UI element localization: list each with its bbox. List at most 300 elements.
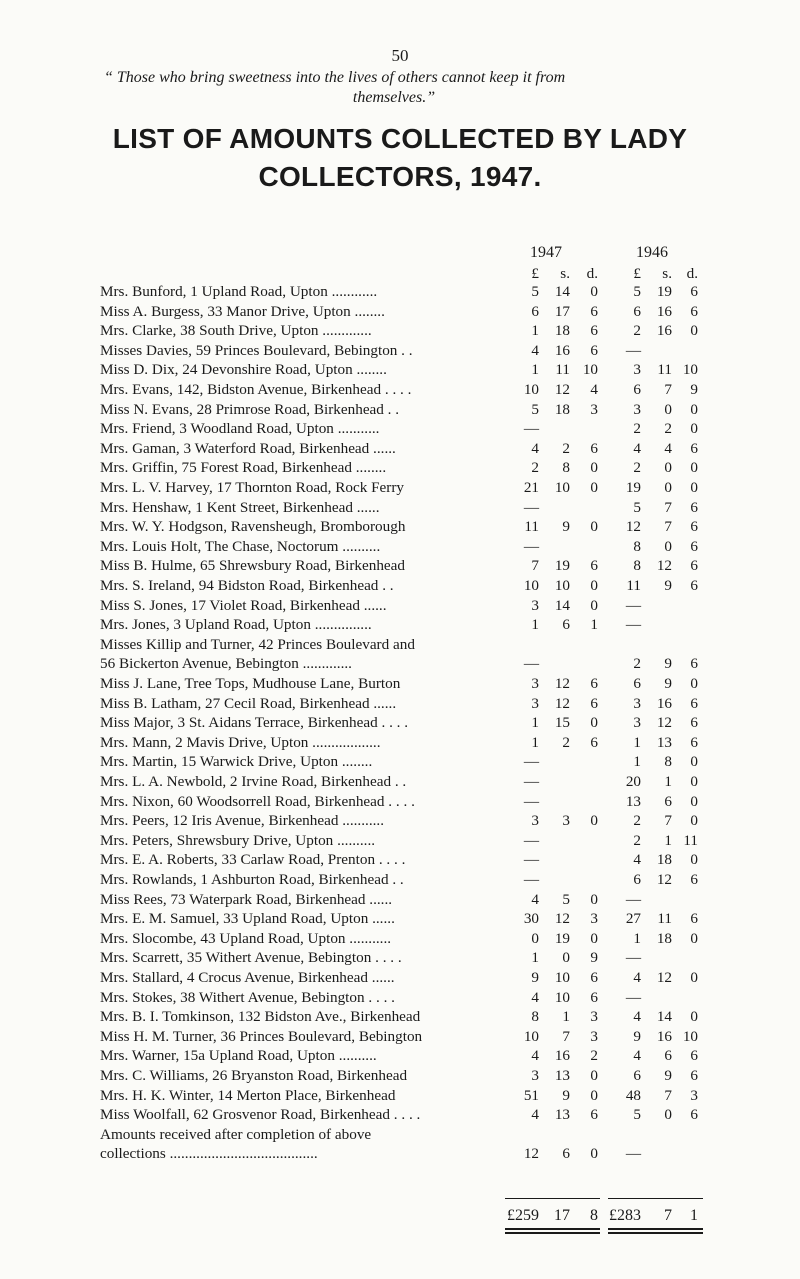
amount-pence-1947: 0 bbox=[590, 1145, 598, 1163]
collector-name-address: Mrs. Mann, 2 Mavis Drive, Upton .................. bbox=[100, 733, 381, 751]
amount-pence-1947: 0 bbox=[590, 577, 598, 594]
table-row bbox=[100, 615, 740, 634]
page-title bbox=[0, 120, 800, 196]
amount-pounds-1947: 9 bbox=[531, 969, 539, 986]
amount-shillings-1946: 1 bbox=[664, 831, 672, 849]
amount-pounds-1946: 5 bbox=[633, 1106, 641, 1124]
amount-pounds-1946: 9 bbox=[633, 1027, 641, 1045]
collector-name-address: Mrs. Friend, 3 Woodland Road, Upton ........... bbox=[100, 420, 380, 438]
amount-pence-1946: 11 bbox=[683, 831, 698, 849]
amount-pounds-1947: 4 bbox=[531, 1047, 539, 1065]
amount-pounds-1946: 2 bbox=[633, 812, 641, 830]
amount-pounds-1947: — bbox=[523, 851, 539, 869]
amount-pence-1946: 6 bbox=[690, 871, 698, 888]
amount-pounds-1947: 3 bbox=[531, 1067, 539, 1084]
amount-shillings-1947: 16 bbox=[554, 1047, 570, 1065]
collector-name-address: Mrs. Evans, 142, Bidston Avenue, Birkenhead . . . . bbox=[100, 381, 412, 398]
amount-shillings-1946: 13 bbox=[656, 733, 672, 751]
table-row bbox=[100, 1027, 740, 1046]
collector-name-address: Mrs. L. V. Harvey, 17 Thornton Road, Rock Ferry bbox=[100, 479, 404, 496]
amount-shillings-1946: 4 bbox=[664, 439, 672, 457]
table-row bbox=[100, 537, 740, 556]
amount-pence-1947: 0 bbox=[590, 1086, 598, 1104]
header-shillings-1946: s. bbox=[662, 265, 672, 282]
header-pounds-1946: £ bbox=[633, 265, 641, 282]
amount-pounds-1946: 48 bbox=[625, 1086, 641, 1104]
table-row bbox=[100, 1066, 740, 1085]
table-row bbox=[100, 752, 740, 771]
amount-pounds-1946: 6 bbox=[633, 675, 641, 692]
collector-name-address: Miss B. Hulme, 65 Shrewsbury Road, Birkenhead bbox=[100, 557, 405, 575]
amount-pounds-1946: — bbox=[625, 596, 641, 614]
amount-shillings-1946: 18 bbox=[656, 929, 672, 947]
amount-pence-1946: 0 bbox=[690, 969, 698, 986]
collector-name-address: Mrs. B. I. Tomkinson, 132 Bidston Ave., Birkenhead bbox=[100, 1008, 421, 1026]
amount-pence-1946: 0 bbox=[690, 773, 698, 790]
amount-shillings-1946: 12 bbox=[656, 557, 672, 575]
amount-pounds-1947: 51 bbox=[523, 1086, 539, 1104]
table-row bbox=[100, 439, 740, 458]
table-row bbox=[100, 968, 740, 987]
amount-shillings-1947: 19 bbox=[554, 557, 570, 575]
collector-name-address: Mrs. W. Y. Hodgson, Ravensheugh, Bromborough bbox=[100, 518, 406, 536]
table-row bbox=[100, 1144, 740, 1163]
amount-pence-1946: 6 bbox=[690, 1067, 698, 1084]
amount-shillings-1947: 12 bbox=[554, 910, 570, 928]
amount-pence-1946: 0 bbox=[690, 753, 698, 771]
amount-pounds-1947: 4 bbox=[531, 341, 539, 359]
amount-pounds-1947: — bbox=[523, 753, 539, 771]
total-rule-1946-b bbox=[608, 1232, 703, 1234]
table-row bbox=[100, 341, 740, 360]
table-row bbox=[100, 1046, 740, 1065]
total-rule-1947-b bbox=[505, 1232, 600, 1234]
table-row bbox=[100, 478, 740, 497]
amount-shillings-1947: 19 bbox=[554, 929, 570, 947]
amount-pence-1946: 0 bbox=[690, 675, 698, 692]
amount-pounds-1947: 10 bbox=[523, 577, 539, 594]
amount-shillings-1946: 9 bbox=[664, 577, 672, 594]
collector-name-address: Miss Woolfall, 62 Grosvenor Road, Birkenhead . . . . bbox=[100, 1106, 421, 1124]
amount-pence-1946: 0 bbox=[690, 792, 698, 810]
amount-pounds-1946: 4 bbox=[633, 1047, 641, 1065]
collector-name-address: Miss Major, 3 St. Aidans Terrace, Birkenhead . . . . bbox=[100, 714, 409, 732]
subtotal-rule-1947 bbox=[505, 1198, 600, 1199]
collector-name-address: Mrs. Rowlands, 1 Ashburton Road, Birkenhead . . bbox=[100, 871, 404, 888]
amount-pounds-1947: 1 bbox=[531, 616, 539, 634]
amount-shillings-1947: 12 bbox=[554, 381, 570, 398]
amount-shillings-1947: 15 bbox=[554, 714, 570, 732]
amount-pounds-1946: 4 bbox=[633, 1008, 641, 1026]
amount-pence-1946: 10 bbox=[682, 361, 698, 379]
amount-pence-1947: 6 bbox=[590, 733, 598, 751]
amount-shillings-1946: 18 bbox=[656, 851, 672, 869]
amount-pence-1946: 0 bbox=[690, 420, 698, 438]
table-row bbox=[100, 988, 740, 1007]
header-pounds-1947: £ bbox=[531, 265, 539, 282]
amount-pounds-1947: 21 bbox=[523, 479, 539, 496]
amount-shillings-1946: 14 bbox=[656, 1008, 672, 1026]
amount-pence-1947: 0 bbox=[590, 714, 598, 732]
table-row bbox=[100, 635, 740, 654]
total-pence-1947: 8 bbox=[590, 1207, 598, 1224]
collector-name-address: Miss A. Burgess, 33 Manor Drive, Upton ........ bbox=[100, 302, 385, 320]
amount-shillings-1947: 16 bbox=[554, 341, 570, 359]
amount-pence-1947: 0 bbox=[590, 518, 598, 536]
amount-shillings-1947: 18 bbox=[554, 322, 570, 340]
table-row bbox=[100, 576, 740, 595]
amount-pounds-1947: — bbox=[523, 773, 539, 790]
amount-shillings-1946: 11 bbox=[657, 361, 672, 379]
amount-shillings-1946: 16 bbox=[656, 322, 672, 340]
collector-name-address: Mrs. Clarke, 38 South Drive, Upton ............. bbox=[100, 322, 372, 340]
table-row bbox=[100, 948, 740, 967]
collector-name-address: Miss N. Evans, 28 Primrose Road, Birkenhead . . bbox=[100, 400, 400, 418]
amount-shillings-1947: 17 bbox=[554, 302, 570, 320]
amount-pence-1946: 9 bbox=[690, 381, 698, 398]
collector-name-address: Mrs. C. Williams, 26 Bryanston Road, Birkenhead bbox=[100, 1067, 408, 1084]
amount-shillings-1946: 16 bbox=[656, 694, 672, 712]
collector-name-address: Mrs. Peters, Shrewsbury Drive, Upton .......... bbox=[100, 831, 376, 849]
amount-shillings-1947: 7 bbox=[562, 1027, 570, 1045]
amount-shillings-1947: 10 bbox=[554, 969, 570, 986]
collector-name-address: Misses Killip and Turner, 42 Princes Boulevard and bbox=[100, 635, 415, 653]
amount-shillings-1947: 9 bbox=[562, 518, 570, 536]
amount-pence-1946: 6 bbox=[690, 518, 698, 536]
amount-pounds-1947: — bbox=[523, 831, 539, 849]
header-pence-1946: d. bbox=[686, 265, 698, 282]
amount-pounds-1947: — bbox=[523, 537, 539, 555]
amount-pence-1947: 0 bbox=[590, 812, 598, 830]
table-row bbox=[100, 1125, 740, 1144]
amount-pence-1947: 6 bbox=[590, 1106, 598, 1124]
amount-pounds-1946: 2 bbox=[633, 420, 641, 438]
amount-pence-1947: 3 bbox=[590, 1027, 598, 1045]
amount-pounds-1946: 3 bbox=[633, 361, 641, 379]
collector-name-address: Mrs. Jones, 3 Upland Road, Upton ............... bbox=[100, 616, 372, 634]
amount-pence-1947: 6 bbox=[590, 341, 598, 359]
table-row bbox=[100, 654, 740, 673]
table-row bbox=[100, 909, 740, 928]
amount-pounds-1946: 1 bbox=[633, 753, 641, 771]
amount-shillings-1947: 10 bbox=[554, 577, 570, 594]
total-shillings-1946: 7 bbox=[664, 1207, 672, 1224]
amount-shillings-1947: 13 bbox=[554, 1106, 570, 1124]
amount-pence-1947: 9 bbox=[590, 949, 598, 967]
amount-pence-1946: 6 bbox=[690, 655, 698, 673]
amount-pence-1947: 0 bbox=[590, 929, 598, 947]
amount-pence-1947: 6 bbox=[590, 322, 598, 340]
amount-pounds-1946: — bbox=[625, 341, 641, 359]
column-units-header bbox=[100, 264, 740, 283]
total-pence-1946: 1 bbox=[690, 1207, 698, 1224]
amount-shillings-1947: 6 bbox=[562, 1145, 570, 1163]
amount-shillings-1946: 0 bbox=[664, 479, 672, 496]
collector-name-address: Mrs. E. A. Roberts, 33 Carlaw Road, Prenton . . . . bbox=[100, 851, 406, 869]
amount-pence-1946: 3 bbox=[690, 1086, 698, 1104]
amount-shillings-1946: 7 bbox=[664, 381, 672, 398]
totals-row bbox=[100, 1206, 740, 1225]
collector-name-address: Miss B. Latham, 27 Cecil Road, Birkenhead ...... bbox=[100, 694, 397, 712]
amount-shillings-1947: 12 bbox=[554, 675, 570, 692]
amount-pence-1946: 6 bbox=[690, 714, 698, 732]
amount-pence-1946: 0 bbox=[690, 851, 698, 869]
table-row bbox=[100, 380, 740, 399]
total-rule-1946-a bbox=[608, 1228, 703, 1230]
collector-name-address: Mrs. E. M. Samuel, 33 Upland Road, Upton ...... bbox=[100, 910, 395, 928]
amount-shillings-1946: 12 bbox=[656, 969, 672, 986]
amount-pounds-1947: 1 bbox=[531, 949, 539, 967]
collector-name-address: Mrs. Warner, 15a Upland Road, Upton .......... bbox=[100, 1047, 377, 1065]
amount-pounds-1946: 13 bbox=[625, 792, 641, 810]
amount-shillings-1947: 6 bbox=[562, 616, 570, 634]
amount-pounds-1946: 1 bbox=[633, 929, 641, 947]
table-row bbox=[100, 498, 740, 517]
amount-pence-1947: 6 bbox=[590, 694, 598, 712]
amount-shillings-1946: 0 bbox=[664, 400, 672, 418]
amount-pence-1947: 6 bbox=[590, 675, 598, 692]
amount-pounds-1947: 10 bbox=[523, 381, 539, 398]
amount-shillings-1946: 0 bbox=[664, 459, 672, 477]
amount-pence-1947: 0 bbox=[590, 890, 598, 908]
amount-pounds-1947: 2 bbox=[531, 459, 539, 477]
table-row bbox=[100, 1007, 740, 1026]
amount-pounds-1947: — bbox=[523, 498, 539, 516]
amount-pounds-1946: 4 bbox=[633, 969, 641, 986]
amount-pounds-1947: 8 bbox=[531, 1008, 539, 1026]
amount-pence-1946: 6 bbox=[690, 537, 698, 555]
table-row bbox=[100, 890, 740, 909]
amount-shillings-1947: 2 bbox=[562, 733, 570, 751]
amount-shillings-1946: 7 bbox=[664, 812, 672, 830]
amount-pounds-1947: 6 bbox=[531, 302, 539, 320]
table-row bbox=[100, 713, 740, 732]
amount-pounds-1947: 4 bbox=[531, 890, 539, 908]
amount-pence-1946: 6 bbox=[690, 439, 698, 457]
header-year-1947: 1947 bbox=[530, 244, 562, 261]
amount-shillings-1946: 16 bbox=[656, 1027, 672, 1045]
total-pounds-1946: £283 bbox=[609, 1207, 641, 1224]
table-row bbox=[100, 458, 740, 477]
amount-shillings-1947: 12 bbox=[554, 694, 570, 712]
amount-shillings-1946: 6 bbox=[664, 792, 672, 810]
title-line-2: COLLECTORS, 1947. bbox=[258, 161, 542, 192]
amount-pounds-1947: — bbox=[523, 871, 539, 888]
amount-pence-1947: 0 bbox=[590, 479, 598, 496]
table-row bbox=[100, 831, 740, 850]
amount-pence-1947: 0 bbox=[590, 283, 598, 300]
collector-name-address: Mrs. Henshaw, 1 Kent Street, Birkenhead ...... bbox=[100, 498, 380, 516]
table-row bbox=[100, 772, 740, 791]
amount-pounds-1947: — bbox=[523, 792, 539, 810]
amount-pence-1946: 0 bbox=[690, 322, 698, 340]
collector-name-address: Mrs. Louis Holt, The Chase, Noctorum .......... bbox=[100, 537, 381, 555]
amount-pounds-1946: — bbox=[625, 890, 641, 908]
amount-pounds-1946: 2 bbox=[633, 459, 641, 477]
amount-pounds-1947: 1 bbox=[531, 361, 539, 379]
amount-pounds-1946: 2 bbox=[633, 322, 641, 340]
table-row bbox=[100, 596, 740, 615]
amount-pounds-1947: 30 bbox=[523, 910, 539, 928]
amount-shillings-1947: 8 bbox=[562, 459, 570, 477]
table-row bbox=[100, 400, 740, 419]
amount-shillings-1946: 12 bbox=[656, 714, 672, 732]
table-row bbox=[100, 674, 740, 693]
collector-name-address: Miss H. M. Turner, 36 Princes Boulevard, Bebington bbox=[100, 1027, 423, 1045]
collector-name-address: Miss Rees, 73 Waterpark Road, Birkenhead ...... bbox=[100, 890, 393, 908]
amount-pounds-1946: 3 bbox=[633, 694, 641, 712]
amount-pounds-1947: 7 bbox=[531, 557, 539, 575]
collector-name-address: Mrs. Scarrett, 35 Withert Avenue, Bebington . . . . bbox=[100, 949, 402, 967]
collector-name-address: Mrs. Stokes, 38 Withert Avenue, Bebington . . . . bbox=[100, 988, 395, 1006]
collector-name-address: Mrs. Peers, 12 Iris Avenue, Birkenhead ........... bbox=[100, 812, 385, 830]
header-year-1946: 1946 bbox=[636, 244, 668, 261]
amount-pounds-1947: 4 bbox=[531, 988, 539, 1006]
collector-name-address: Mrs. Stallard, 4 Crocus Avenue, Birkenhead ...... bbox=[100, 969, 395, 986]
table-row bbox=[100, 792, 740, 811]
amount-shillings-1946: 2 bbox=[664, 420, 672, 438]
collector-name-address: Mrs. S. Ireland, 94 Bidston Road, Birkenhead . . bbox=[100, 577, 394, 594]
table-row bbox=[100, 929, 740, 948]
amount-pounds-1946: — bbox=[625, 1145, 641, 1163]
amount-pence-1946: 6 bbox=[690, 1047, 698, 1065]
quote-line-1: “ Those who bring sweetness into the lives of others cannot keep it from bbox=[104, 69, 566, 86]
amount-pounds-1946: 27 bbox=[625, 910, 641, 928]
collector-name-address: Misses Davies, 59 Princes Boulevard, Bebington . . bbox=[100, 341, 413, 359]
amount-shillings-1947: 9 bbox=[562, 1086, 570, 1104]
table-row bbox=[100, 517, 740, 536]
amount-pence-1946: 0 bbox=[690, 1008, 698, 1026]
amount-pence-1946: 10 bbox=[682, 1027, 698, 1045]
amount-shillings-1946: 9 bbox=[664, 1067, 672, 1084]
amount-pounds-1947: 1 bbox=[531, 733, 539, 751]
amount-pounds-1947: 5 bbox=[531, 400, 539, 418]
collector-name-address: Mrs. L. A. Newbold, 2 Irvine Road, Birkenhead . . bbox=[100, 773, 407, 790]
amount-pence-1947: 2 bbox=[590, 1047, 598, 1065]
collector-name-address: Mrs. Bunford, 1 Upland Road, Upton ............ bbox=[100, 283, 378, 300]
amount-shillings-1947: 0 bbox=[562, 949, 570, 967]
table-row bbox=[100, 419, 740, 438]
amount-pounds-1946: — bbox=[625, 616, 641, 634]
table-row bbox=[100, 282, 740, 301]
amount-shillings-1947: 10 bbox=[554, 988, 570, 1006]
amount-shillings-1947: 3 bbox=[562, 812, 570, 830]
amount-pounds-1947: — bbox=[523, 420, 539, 438]
amount-pounds-1947: 3 bbox=[531, 694, 539, 712]
collector-name-address: Mrs. Martin, 15 Warwick Drive, Upton ........ bbox=[100, 753, 373, 771]
amount-shillings-1946: 16 bbox=[656, 302, 672, 320]
amount-shillings-1946: 7 bbox=[664, 1086, 672, 1104]
amount-pence-1946: 6 bbox=[690, 498, 698, 516]
collector-name-address: Mrs. H. K. Winter, 14 Merton Place, Birkenhead bbox=[100, 1086, 396, 1104]
collector-name-address: Mrs. Gaman, 3 Waterford Road, Birkenhead ...... bbox=[100, 439, 396, 457]
amount-pounds-1946: 5 bbox=[633, 498, 641, 516]
amount-pence-1946: 6 bbox=[690, 577, 698, 594]
amount-pounds-1947: 4 bbox=[531, 439, 539, 457]
amount-pounds-1947: 0 bbox=[531, 929, 539, 947]
amount-pence-1947: 6 bbox=[590, 302, 598, 320]
table-row bbox=[100, 321, 740, 340]
table-row bbox=[100, 1105, 740, 1124]
amount-pence-1947: 10 bbox=[582, 361, 598, 379]
amount-pence-1947: 6 bbox=[590, 969, 598, 986]
collector-name-address: Amounts received after completion of above bbox=[100, 1125, 372, 1143]
amount-pounds-1946: 8 bbox=[633, 537, 641, 555]
amount-pounds-1947: 11 bbox=[524, 518, 539, 536]
collector-name-address: Mrs. Griffin, 75 Forest Road, Birkenhead ........ bbox=[100, 459, 387, 477]
amount-pence-1947: 1 bbox=[590, 616, 598, 634]
amount-pence-1947: 6 bbox=[590, 439, 598, 457]
total-pounds-1947: £259 bbox=[507, 1207, 539, 1224]
collector-name-address: collections ....................................... bbox=[100, 1145, 318, 1163]
amount-shillings-1947: 14 bbox=[554, 596, 570, 614]
amount-pounds-1946: 6 bbox=[633, 381, 641, 398]
amount-shillings-1946: 8 bbox=[664, 753, 672, 771]
collector-name-address: Miss S. Jones, 17 Violet Road, Birkenhead ...... bbox=[100, 596, 387, 614]
table-row bbox=[100, 694, 740, 713]
amount-pounds-1947: 1 bbox=[531, 714, 539, 732]
amount-pence-1947: 0 bbox=[590, 596, 598, 614]
amount-pounds-1947: 1 bbox=[531, 322, 539, 340]
amount-shillings-1946: 1 bbox=[664, 773, 672, 790]
amount-shillings-1946: 12 bbox=[656, 871, 672, 888]
amount-shillings-1946: 9 bbox=[664, 675, 672, 692]
amount-pence-1947: 3 bbox=[590, 1008, 598, 1026]
amount-shillings-1946: 7 bbox=[664, 498, 672, 516]
amount-pounds-1946: 2 bbox=[633, 831, 641, 849]
table-row bbox=[100, 811, 740, 830]
amount-pence-1947: 4 bbox=[590, 381, 598, 398]
amount-pounds-1946: 1 bbox=[633, 733, 641, 751]
amount-pence-1947: 0 bbox=[590, 1067, 598, 1084]
total-rule-1947-a bbox=[505, 1228, 600, 1230]
amount-pence-1946: 0 bbox=[690, 812, 698, 830]
table-row bbox=[100, 1086, 740, 1105]
amount-pounds-1946: — bbox=[625, 988, 641, 1006]
subtotal-rule-1946 bbox=[608, 1198, 703, 1199]
amount-pounds-1947: 10 bbox=[523, 1027, 539, 1045]
collector-name-address: Miss J. Lane, Tree Tops, Mudhouse Lane, Burton bbox=[100, 675, 401, 692]
table-row bbox=[100, 733, 740, 752]
amount-pounds-1946: 12 bbox=[625, 518, 641, 536]
amount-shillings-1946: 9 bbox=[664, 655, 672, 673]
amount-pounds-1946: 3 bbox=[633, 714, 641, 732]
amount-pounds-1946: 2 bbox=[633, 655, 641, 673]
amount-pounds-1946: 11 bbox=[626, 577, 641, 594]
amount-shillings-1946: 11 bbox=[657, 910, 672, 928]
amount-pounds-1946: 4 bbox=[633, 439, 641, 457]
epigraph-quote bbox=[104, 68, 724, 108]
amount-pounds-1946: 5 bbox=[633, 283, 641, 300]
amount-shillings-1947: 18 bbox=[554, 400, 570, 418]
amount-pounds-1947: 5 bbox=[531, 283, 539, 300]
amount-shillings-1946: 19 bbox=[656, 283, 672, 300]
total-shillings-1947: 17 bbox=[554, 1207, 570, 1224]
amount-pounds-1947: 4 bbox=[531, 1106, 539, 1124]
amount-pence-1947: 6 bbox=[590, 557, 598, 575]
amount-pence-1946: 6 bbox=[690, 910, 698, 928]
amount-pounds-1947: 3 bbox=[531, 675, 539, 692]
table-row bbox=[100, 302, 740, 321]
collector-name-address: Mrs. Nixon, 60 Woodsorrell Road, Birkenhead . . . . bbox=[100, 792, 415, 810]
amount-pounds-1946: 3 bbox=[633, 400, 641, 418]
amount-pence-1946: 0 bbox=[690, 459, 698, 477]
table-row bbox=[100, 360, 740, 379]
header-shillings-1947: s. bbox=[560, 265, 570, 282]
amount-pence-1947: 6 bbox=[590, 988, 598, 1006]
collector-name-address: Miss D. Dix, 24 Devonshire Road, Upton ........ bbox=[100, 361, 387, 379]
amount-pence-1946: 6 bbox=[690, 557, 698, 575]
